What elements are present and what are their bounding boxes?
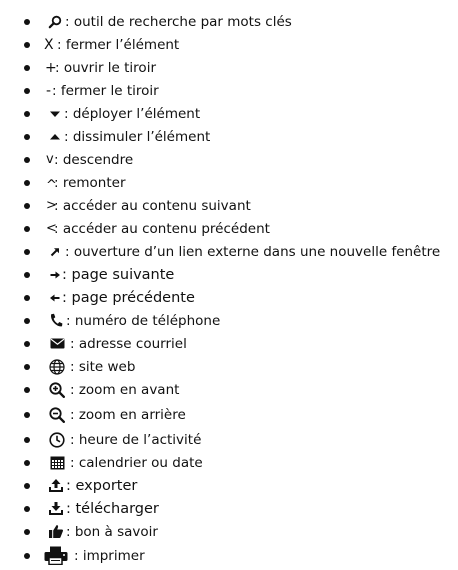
list-item	[0, 240, 458, 263]
list-item	[0, 148, 458, 171]
list-item	[0, 194, 458, 217]
chevron-down-icon: v	[46, 152, 54, 167]
calendar-icon	[48, 454, 66, 472]
item-label: : accéder au contenu suivant	[54, 197, 251, 214]
caret-down-icon	[46, 105, 64, 123]
item-label: : zoom en avant	[70, 381, 180, 398]
item-label: : remonter	[54, 174, 126, 191]
bullet	[24, 226, 30, 232]
item-label: : heure de l’activité	[70, 431, 202, 448]
bullet	[24, 483, 30, 489]
item-label: : exporter	[66, 477, 138, 494]
item-label: : fermer l’élément	[57, 36, 180, 53]
bullet	[24, 19, 30, 25]
item-label: : numéro de téléphone	[66, 312, 221, 329]
zoom-in-icon	[48, 381, 66, 399]
thumbs-up-icon	[47, 523, 65, 541]
bullet	[24, 295, 30, 301]
bullet	[24, 42, 30, 48]
item-label: : descendre	[54, 151, 134, 168]
zoom-out-icon	[48, 406, 66, 424]
greater-than-icon: >	[46, 198, 57, 213]
list-item	[0, 102, 458, 125]
bullet	[24, 65, 30, 71]
x-icon: X	[44, 36, 54, 53]
bullet	[24, 318, 30, 324]
item-label: : accéder au contenu précédent	[54, 220, 270, 237]
list-item	[0, 263, 458, 286]
icon-legend-list	[0, 10, 458, 568]
search-icon	[46, 13, 64, 31]
bullet	[24, 437, 30, 443]
external-link-arrow-icon	[46, 243, 64, 261]
list-item	[0, 332, 458, 355]
list-item	[0, 217, 458, 240]
item-label: : dissimuler l’élément	[64, 128, 211, 145]
list-item	[0, 56, 458, 79]
globe-icon	[48, 358, 66, 376]
bullet	[24, 387, 30, 393]
caret-up-icon	[46, 128, 64, 146]
item-label: : télécharger	[66, 500, 159, 517]
download-icon	[47, 500, 65, 518]
list-item	[0, 125, 458, 148]
envelope-icon	[48, 335, 66, 353]
list-item	[0, 543, 458, 568]
bullet	[24, 180, 30, 186]
list-item	[0, 401, 458, 428]
item-label: : adresse courriel	[70, 335, 187, 352]
upload-icon	[47, 477, 65, 495]
list-item	[0, 474, 458, 497]
item-label: : page précédente	[62, 289, 195, 306]
bullet	[24, 249, 30, 255]
printer-icon	[44, 547, 68, 565]
bullet	[24, 364, 30, 370]
list-item	[0, 309, 458, 332]
list-item	[0, 378, 458, 401]
less-than-icon: <	[46, 221, 57, 236]
item-label: : site web	[70, 358, 136, 375]
bullet	[24, 506, 30, 512]
list-item	[0, 286, 458, 309]
bullet	[24, 134, 30, 140]
list-item	[0, 10, 458, 33]
list-item	[0, 171, 458, 194]
list-item	[0, 33, 458, 56]
bullet	[24, 341, 30, 347]
bullet	[24, 111, 30, 117]
bullet	[24, 272, 30, 278]
item-label: : ouverture d’un lien externe dans une nouvelle fenêtre	[65, 243, 441, 260]
bullet	[24, 157, 30, 163]
item-label: : déployer l’élément	[64, 105, 201, 122]
list-item	[0, 79, 458, 102]
item-label: : imprimer	[74, 547, 145, 564]
clock-icon	[48, 431, 66, 449]
item-label: : outil de recherche par mots clés	[65, 13, 292, 30]
list-item	[0, 428, 458, 451]
bullet	[24, 529, 30, 535]
minus-icon: -	[46, 82, 52, 99]
item-label: : ouvrir le tiroir	[55, 59, 156, 76]
list-item	[0, 355, 458, 378]
item-label: : zoom en arrière	[70, 406, 186, 423]
item-label: : calendrier ou date	[70, 454, 203, 471]
item-label: : page suivante	[62, 266, 175, 283]
chevron-up-icon: ^	[46, 178, 57, 193]
bullet	[24, 553, 30, 559]
bullet	[24, 203, 30, 209]
plus-icon: +	[45, 59, 57, 76]
list-item	[0, 451, 458, 474]
phone-icon	[47, 312, 65, 330]
list-item	[0, 497, 458, 520]
bullet	[24, 88, 30, 94]
item-label: : bon à savoir	[66, 523, 158, 540]
item-label: : fermer le tiroir	[52, 82, 159, 99]
list-item	[0, 520, 458, 543]
bullet	[24, 460, 30, 466]
bullet	[24, 412, 30, 418]
